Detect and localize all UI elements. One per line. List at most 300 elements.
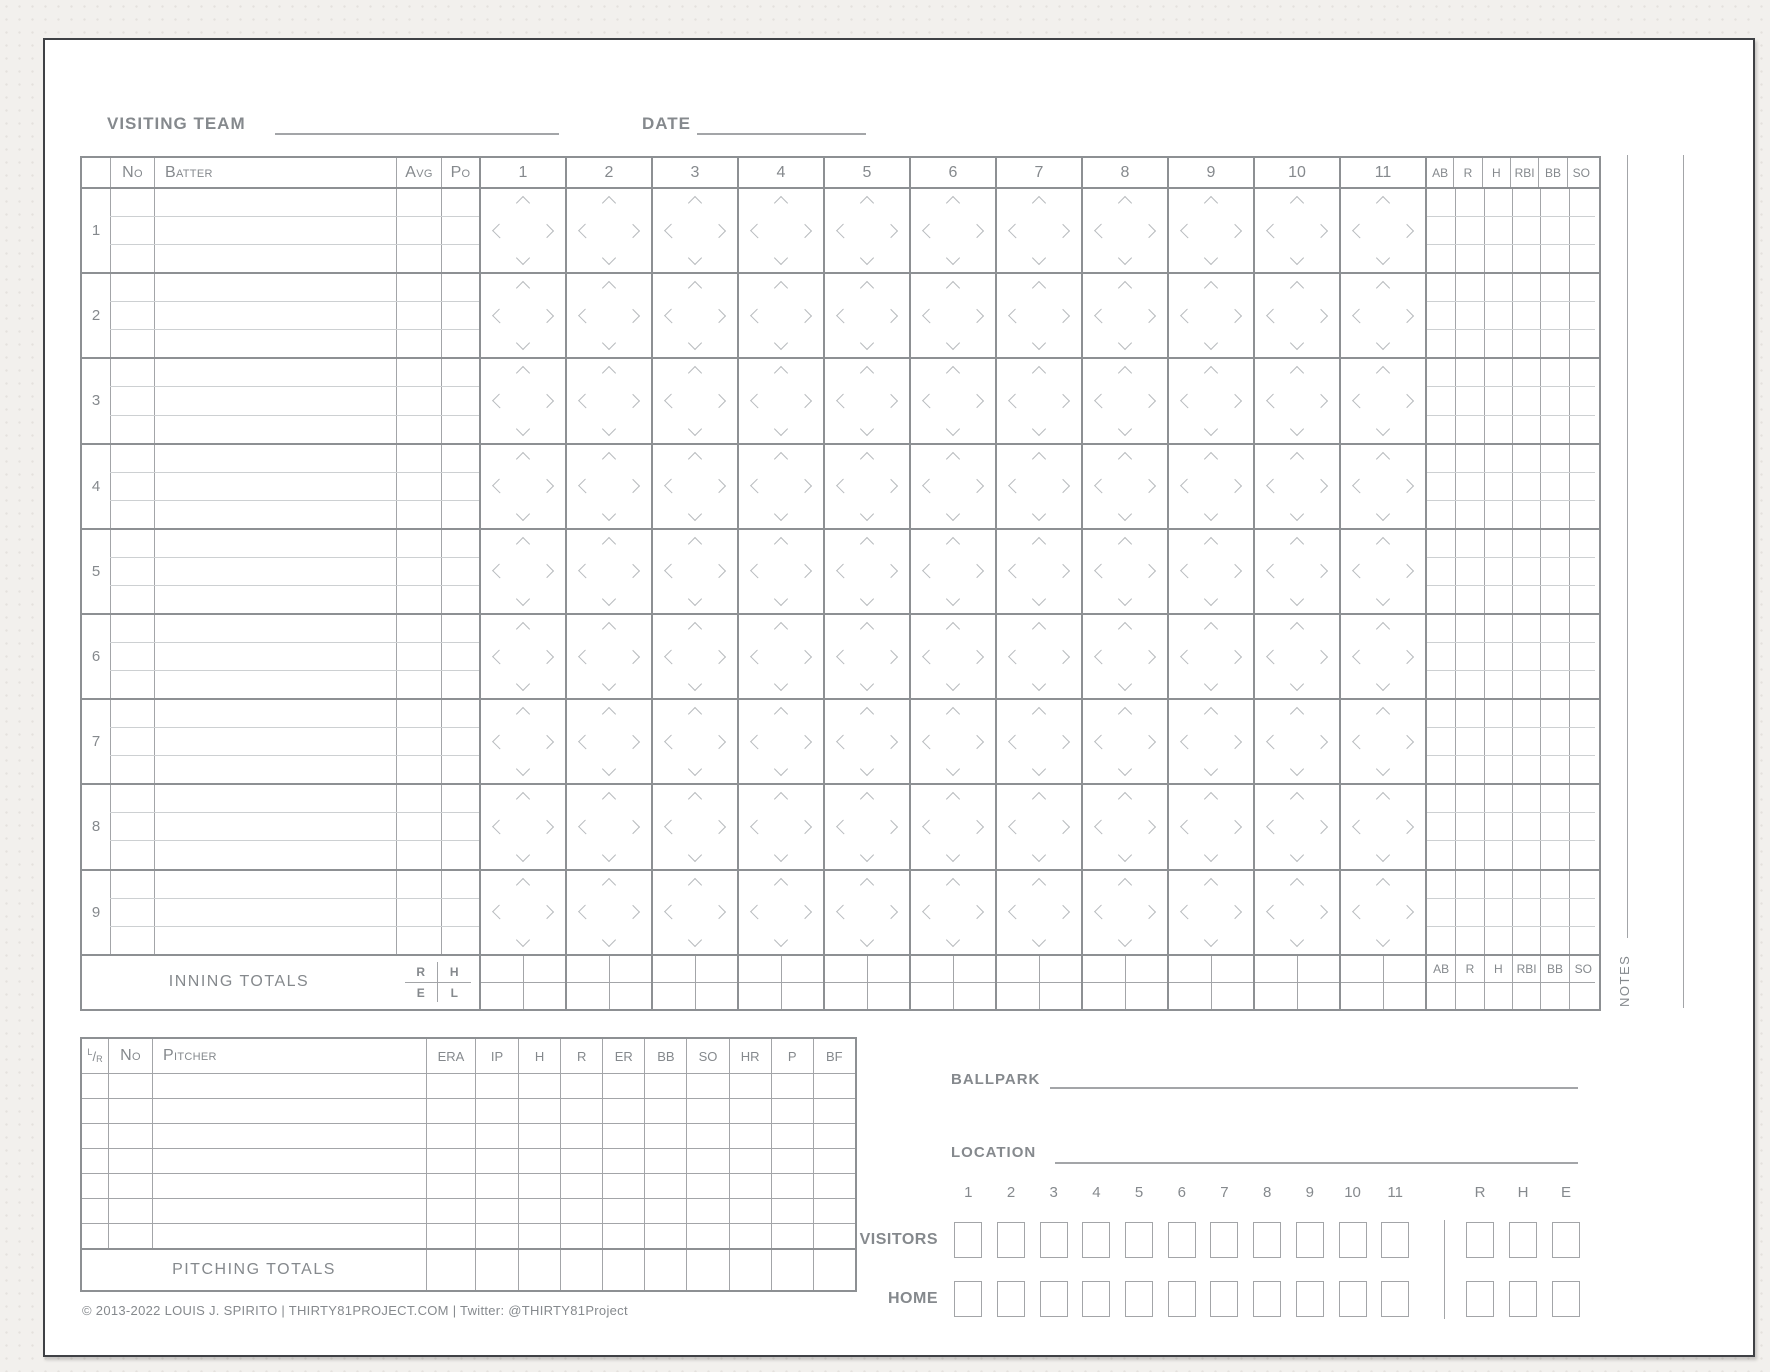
linescore-box[interactable]: [1253, 1281, 1281, 1317]
batter-avg-cell[interactable]: [396, 189, 441, 216]
inning-play-cell[interactable]: [1253, 615, 1339, 698]
stat-total-cell[interactable]: [1455, 983, 1483, 1009]
stat-cell-h[interactable]: [1484, 643, 1512, 670]
inning-play-cell[interactable]: [823, 359, 909, 442]
batter-position-cell[interactable]: [441, 728, 479, 755]
stat-cell-ab[interactable]: [1427, 785, 1455, 812]
inning-play-cell[interactable]: [737, 445, 823, 528]
inning-play-cell[interactable]: [737, 530, 823, 613]
stat-cell-bb[interactable]: [1540, 302, 1568, 329]
pitcher-stat-cell-era[interactable]: [426, 1199, 475, 1223]
pitcher-stat-cell-r[interactable]: [560, 1124, 602, 1148]
stat-cell-so[interactable]: [1569, 558, 1597, 585]
pitcher-stat-cell-bb[interactable]: [644, 1149, 686, 1173]
batter-name-cell[interactable]: [154, 501, 396, 528]
pitcher-stat-cell-h[interactable]: [518, 1099, 560, 1123]
stat-cell-r[interactable]: [1455, 217, 1483, 244]
stat-cell-h[interactable]: [1484, 615, 1512, 642]
batter-avg-cell[interactable]: [396, 756, 441, 783]
stat-cell-rbi[interactable]: [1512, 615, 1540, 642]
stat-cell-so[interactable]: [1569, 671, 1597, 698]
batter-avg-cell[interactable]: [396, 700, 441, 727]
batter-number-cell[interactable]: [110, 586, 154, 613]
inning-play-cell[interactable]: [1339, 785, 1425, 868]
inning-total-subcell[interactable]: [911, 956, 954, 982]
inning-play-cell[interactable]: [995, 530, 1081, 613]
stat-cell-r[interactable]: [1455, 871, 1483, 898]
linescore-box[interactable]: [954, 1222, 982, 1258]
stat-cell-so[interactable]: [1569, 871, 1597, 898]
stat-cell-ab[interactable]: [1427, 643, 1455, 670]
stat-cell-h[interactable]: [1484, 330, 1512, 357]
pitching-total-cell[interactable]: [686, 1250, 728, 1290]
stat-cell-h[interactable]: [1484, 189, 1512, 216]
batter-name-cell[interactable]: [154, 274, 396, 301]
stat-cell-r[interactable]: [1455, 927, 1483, 954]
stat-cell-ab[interactable]: [1427, 245, 1455, 272]
batter-name-cell[interactable]: [154, 927, 396, 954]
inning-total-subcell[interactable]: [911, 983, 954, 1009]
pitcher-stat-cell-er[interactable]: [602, 1099, 644, 1123]
inning-total-cell[interactable]: [479, 956, 565, 1009]
pitcher-stat-cell-ip[interactable]: [475, 1124, 518, 1148]
batter-position-cell[interactable]: [441, 217, 479, 244]
pitcher-stat-cell-bb[interactable]: [644, 1074, 686, 1098]
stat-cell-bb[interactable]: [1540, 899, 1568, 926]
inning-play-cell[interactable]: [651, 274, 737, 357]
pitching-total-cell[interactable]: [518, 1250, 560, 1290]
inning-play-cell[interactable]: [909, 445, 995, 528]
inning-play-cell[interactable]: [1253, 700, 1339, 783]
notes-rule-line[interactable]: [1683, 155, 1684, 1008]
stat-cell-rbi[interactable]: [1512, 927, 1540, 954]
pitcher-stat-cell-hr[interactable]: [729, 1224, 771, 1248]
linescore-box[interactable]: [1168, 1281, 1196, 1317]
pitcher-stat-cell-hr[interactable]: [729, 1199, 771, 1223]
stat-cell-ab[interactable]: [1427, 558, 1455, 585]
stat-total-cell[interactable]: [1484, 983, 1512, 1009]
inning-play-cell[interactable]: [1081, 615, 1167, 698]
stat-cell-bb[interactable]: [1540, 473, 1568, 500]
stat-cell-bb[interactable]: [1540, 189, 1568, 216]
batter-position-cell[interactable]: [441, 274, 479, 301]
batter-avg-cell[interactable]: [396, 871, 441, 898]
batter-position-cell[interactable]: [441, 558, 479, 585]
inning-total-subcell[interactable]: [954, 956, 996, 982]
pitcher-stat-cell-h[interactable]: [518, 1199, 560, 1223]
stat-cell-bb[interactable]: [1540, 813, 1568, 840]
batter-number-cell[interactable]: [110, 785, 154, 812]
inning-play-cell[interactable]: [737, 871, 823, 954]
inning-total-subcell[interactable]: [739, 956, 782, 982]
stat-cell-rbi[interactable]: [1512, 899, 1540, 926]
batter-number-cell[interactable]: [110, 330, 154, 357]
linescore-box[interactable]: [1381, 1222, 1409, 1258]
batter-number-cell[interactable]: [110, 927, 154, 954]
inning-play-cell[interactable]: [909, 274, 995, 357]
inning-play-cell[interactable]: [651, 785, 737, 868]
inning-total-subcell[interactable]: [481, 983, 524, 1009]
inning-play-cell[interactable]: [995, 274, 1081, 357]
stat-cell-bb[interactable]: [1540, 387, 1568, 414]
stat-cell-bb[interactable]: [1540, 217, 1568, 244]
ballpark-field[interactable]: [1050, 1087, 1578, 1089]
inning-play-cell[interactable]: [1081, 274, 1167, 357]
inning-play-cell[interactable]: [995, 189, 1081, 272]
batter-name-cell[interactable]: [154, 445, 396, 472]
inning-play-cell[interactable]: [1081, 785, 1167, 868]
batter-name-cell[interactable]: [154, 387, 396, 414]
inning-play-cell[interactable]: [479, 359, 565, 442]
linescore-box[interactable]: [1552, 1281, 1580, 1317]
inning-total-subcell[interactable]: [524, 983, 566, 1009]
inning-play-cell[interactable]: [737, 274, 823, 357]
batter-avg-cell[interactable]: [396, 387, 441, 414]
stat-cell-rbi[interactable]: [1512, 445, 1540, 472]
inning-play-cell[interactable]: [1081, 445, 1167, 528]
inning-play-cell[interactable]: [1339, 700, 1425, 783]
notes-rule-line[interactable]: [1627, 155, 1628, 938]
pitcher-stat-cell-r[interactable]: [560, 1199, 602, 1223]
pitcher-stat-cell-era[interactable]: [426, 1124, 475, 1148]
stat-cell-r[interactable]: [1455, 700, 1483, 727]
inning-play-cell[interactable]: [479, 700, 565, 783]
stat-cell-r[interactable]: [1455, 302, 1483, 329]
stat-cell-so[interactable]: [1569, 586, 1597, 613]
stat-cell-r[interactable]: [1455, 586, 1483, 613]
stat-cell-h[interactable]: [1484, 302, 1512, 329]
pitcher-number-cell[interactable]: [108, 1199, 152, 1223]
batter-number-cell[interactable]: [110, 728, 154, 755]
stat-cell-h[interactable]: [1484, 274, 1512, 301]
batter-number-cell[interactable]: [110, 473, 154, 500]
linescore-box[interactable]: [1466, 1281, 1494, 1317]
stat-cell-rbi[interactable]: [1512, 643, 1540, 670]
stat-cell-rbi[interactable]: [1512, 871, 1540, 898]
inning-play-cell[interactable]: [651, 189, 737, 272]
linescore-box[interactable]: [1381, 1281, 1409, 1317]
batter-avg-cell[interactable]: [396, 899, 441, 926]
inning-total-subcell[interactable]: [696, 983, 738, 1009]
stat-cell-ab[interactable]: [1427, 473, 1455, 500]
pitcher-stat-cell-bf[interactable]: [813, 1124, 855, 1148]
inning-total-subcell[interactable]: [1083, 956, 1126, 982]
inning-play-cell[interactable]: [479, 615, 565, 698]
linescore-box[interactable]: [1040, 1281, 1068, 1317]
stat-cell-r[interactable]: [1455, 813, 1483, 840]
pitcher-number-cell[interactable]: [108, 1074, 152, 1098]
stat-cell-ab[interactable]: [1427, 728, 1455, 755]
inning-play-cell[interactable]: [479, 530, 565, 613]
pitcher-stat-cell-ip[interactable]: [475, 1074, 518, 1098]
stat-cell-bb[interactable]: [1540, 501, 1568, 528]
batter-number-cell[interactable]: [110, 445, 154, 472]
pitcher-number-cell[interactable]: [108, 1224, 152, 1248]
batter-number-cell[interactable]: [110, 245, 154, 272]
pitcher-stat-cell-so[interactable]: [686, 1149, 728, 1173]
stat-cell-ab[interactable]: [1427, 445, 1455, 472]
linescore-box[interactable]: [1339, 1281, 1367, 1317]
stat-cell-ab[interactable]: [1427, 330, 1455, 357]
inning-play-cell[interactable]: [1167, 359, 1253, 442]
batter-avg-cell[interactable]: [396, 643, 441, 670]
pitcher-stat-cell-ip[interactable]: [475, 1149, 518, 1173]
inning-play-cell[interactable]: [651, 359, 737, 442]
stat-cell-h[interactable]: [1484, 445, 1512, 472]
stat-cell-h[interactable]: [1484, 700, 1512, 727]
batter-name-cell[interactable]: [154, 330, 396, 357]
batter-number-cell[interactable]: [110, 813, 154, 840]
stat-cell-bb[interactable]: [1540, 330, 1568, 357]
pitcher-stat-cell-hr[interactable]: [729, 1174, 771, 1198]
linescore-box[interactable]: [1040, 1222, 1068, 1258]
linescore-box[interactable]: [1466, 1222, 1494, 1258]
inning-total-cell[interactable]: [909, 956, 995, 1009]
pitcher-stat-cell-bf[interactable]: [813, 1149, 855, 1173]
inning-play-cell[interactable]: [737, 615, 823, 698]
pitcher-stat-cell-p[interactable]: [771, 1149, 813, 1173]
stat-cell-rbi[interactable]: [1512, 473, 1540, 500]
stat-cell-r[interactable]: [1455, 501, 1483, 528]
pitcher-stat-cell-bb[interactable]: [644, 1174, 686, 1198]
stat-cell-rbi[interactable]: [1512, 785, 1540, 812]
batter-avg-cell[interactable]: [396, 728, 441, 755]
stat-cell-r[interactable]: [1455, 615, 1483, 642]
stat-cell-ab[interactable]: [1427, 501, 1455, 528]
inning-play-cell[interactable]: [909, 785, 995, 868]
batter-name-cell[interactable]: [154, 643, 396, 670]
batter-position-cell[interactable]: [441, 785, 479, 812]
inning-play-cell[interactable]: [1253, 189, 1339, 272]
stat-cell-h[interactable]: [1484, 899, 1512, 926]
pitcher-name-cell[interactable]: [152, 1099, 426, 1123]
pitcher-name-cell[interactable]: [152, 1074, 426, 1098]
inning-total-subcell[interactable]: [481, 956, 524, 982]
pitching-total-cell[interactable]: [602, 1250, 644, 1290]
inning-play-cell[interactable]: [651, 530, 737, 613]
inning-play-cell[interactable]: [565, 445, 651, 528]
inning-play-cell[interactable]: [737, 700, 823, 783]
stat-cell-so[interactable]: [1569, 473, 1597, 500]
stat-cell-ab[interactable]: [1427, 756, 1455, 783]
linescore-box[interactable]: [997, 1222, 1025, 1258]
batter-name-cell[interactable]: [154, 416, 396, 443]
inning-play-cell[interactable]: [565, 785, 651, 868]
pitcher-stat-cell-h[interactable]: [518, 1124, 560, 1148]
inning-play-cell[interactable]: [651, 445, 737, 528]
inning-total-subcell[interactable]: [1341, 956, 1384, 982]
pitcher-stat-cell-r[interactable]: [560, 1099, 602, 1123]
batter-number-cell[interactable]: [110, 530, 154, 557]
inning-play-cell[interactable]: [1167, 700, 1253, 783]
batter-position-cell[interactable]: [441, 841, 479, 868]
inning-play-cell[interactable]: [909, 615, 995, 698]
stat-cell-so[interactable]: [1569, 785, 1597, 812]
batter-avg-cell[interactable]: [396, 785, 441, 812]
inning-play-cell[interactable]: [1081, 871, 1167, 954]
stat-cell-ab[interactable]: [1427, 899, 1455, 926]
stat-cell-ab[interactable]: [1427, 927, 1455, 954]
batter-position-cell[interactable]: [441, 643, 479, 670]
inning-play-cell[interactable]: [1167, 530, 1253, 613]
linescore-box[interactable]: [997, 1281, 1025, 1317]
linescore-box[interactable]: [1125, 1222, 1153, 1258]
inning-total-subcell[interactable]: [1169, 956, 1212, 982]
stat-cell-rbi[interactable]: [1512, 245, 1540, 272]
pitcher-name-cell[interactable]: [152, 1174, 426, 1198]
batter-name-cell[interactable]: [154, 728, 396, 755]
pitching-total-cell[interactable]: [729, 1250, 771, 1290]
pitcher-stat-cell-era[interactable]: [426, 1149, 475, 1173]
inning-play-cell[interactable]: [1167, 785, 1253, 868]
stat-cell-h[interactable]: [1484, 671, 1512, 698]
pitcher-stat-cell-p[interactable]: [771, 1074, 813, 1098]
stat-cell-rbi[interactable]: [1512, 841, 1540, 868]
pitcher-stat-cell-era[interactable]: [426, 1174, 475, 1198]
pitcher-name-cell[interactable]: [152, 1224, 426, 1248]
inning-total-subcell[interactable]: [567, 956, 610, 982]
stat-cell-h[interactable]: [1484, 813, 1512, 840]
inning-play-cell[interactable]: [1167, 274, 1253, 357]
stat-cell-so[interactable]: [1569, 615, 1597, 642]
stat-cell-ab[interactable]: [1427, 813, 1455, 840]
inning-play-cell[interactable]: [1339, 274, 1425, 357]
stat-total-cell[interactable]: [1427, 983, 1455, 1009]
batter-number-cell[interactable]: [110, 501, 154, 528]
stat-cell-ab[interactable]: [1427, 217, 1455, 244]
inning-play-cell[interactable]: [995, 785, 1081, 868]
stat-cell-so[interactable]: [1569, 530, 1597, 557]
inning-total-subcell[interactable]: [1212, 983, 1254, 1009]
pitcher-stat-cell-so[interactable]: [686, 1099, 728, 1123]
inning-total-subcell[interactable]: [1169, 983, 1212, 1009]
pitcher-stat-cell-hr[interactable]: [729, 1099, 771, 1123]
pitcher-stat-cell-ip[interactable]: [475, 1224, 518, 1248]
pitcher-stat-cell-hr[interactable]: [729, 1124, 771, 1148]
inning-play-cell[interactable]: [1339, 871, 1425, 954]
batter-avg-cell[interactable]: [396, 501, 441, 528]
linescore-box[interactable]: [1509, 1222, 1537, 1258]
stat-cell-bb[interactable]: [1540, 756, 1568, 783]
stat-cell-ab[interactable]: [1427, 586, 1455, 613]
stat-cell-so[interactable]: [1569, 841, 1597, 868]
stat-cell-r[interactable]: [1455, 643, 1483, 670]
inning-total-cell[interactable]: [565, 956, 651, 1009]
pitcher-stat-cell-so[interactable]: [686, 1199, 728, 1223]
batter-avg-cell[interactable]: [396, 530, 441, 557]
inning-total-subcell[interactable]: [524, 956, 566, 982]
stat-cell-so[interactable]: [1569, 445, 1597, 472]
stat-cell-bb[interactable]: [1540, 871, 1568, 898]
stat-cell-so[interactable]: [1569, 416, 1597, 443]
batter-name-cell[interactable]: [154, 245, 396, 272]
pitcher-stat-cell-so[interactable]: [686, 1224, 728, 1248]
batter-avg-cell[interactable]: [396, 302, 441, 329]
inning-total-subcell[interactable]: [610, 983, 652, 1009]
stat-cell-bb[interactable]: [1540, 671, 1568, 698]
batter-position-cell[interactable]: [441, 700, 479, 727]
pitching-total-cell[interactable]: [644, 1250, 686, 1290]
stat-cell-ab[interactable]: [1427, 530, 1455, 557]
inning-play-cell[interactable]: [909, 700, 995, 783]
linescore-box[interactable]: [1125, 1281, 1153, 1317]
stat-cell-bb[interactable]: [1540, 530, 1568, 557]
pitcher-stat-cell-p[interactable]: [771, 1124, 813, 1148]
batter-number-cell[interactable]: [110, 217, 154, 244]
inning-play-cell[interactable]: [1081, 189, 1167, 272]
batter-name-cell[interactable]: [154, 785, 396, 812]
visiting-team-field[interactable]: [275, 133, 559, 135]
pitcher-stat-cell-er[interactable]: [602, 1124, 644, 1148]
inning-total-cell[interactable]: [995, 956, 1081, 1009]
pitcher-stat-cell-er[interactable]: [602, 1149, 644, 1173]
stat-total-cell[interactable]: [1569, 983, 1597, 1009]
stat-cell-r[interactable]: [1455, 899, 1483, 926]
stat-cell-r[interactable]: [1455, 530, 1483, 557]
inning-play-cell[interactable]: [995, 445, 1081, 528]
stat-cell-rbi[interactable]: [1512, 217, 1540, 244]
inning-total-cell[interactable]: [737, 956, 823, 1009]
pitcher-stat-cell-er[interactable]: [602, 1174, 644, 1198]
pitcher-stat-cell-era[interactable]: [426, 1074, 475, 1098]
inning-play-cell[interactable]: [995, 359, 1081, 442]
stat-cell-ab[interactable]: [1427, 700, 1455, 727]
inning-play-cell[interactable]: [1253, 785, 1339, 868]
stat-cell-h[interactable]: [1484, 728, 1512, 755]
inning-play-cell[interactable]: [565, 274, 651, 357]
inning-play-cell[interactable]: [1167, 871, 1253, 954]
pitcher-stat-cell-ip[interactable]: [475, 1099, 518, 1123]
batter-position-cell[interactable]: [441, 387, 479, 414]
batter-number-cell[interactable]: [110, 302, 154, 329]
batter-number-cell[interactable]: [110, 189, 154, 216]
pitcher-lr-cell[interactable]: [82, 1124, 108, 1148]
inning-play-cell[interactable]: [1167, 189, 1253, 272]
batter-position-cell[interactable]: [441, 586, 479, 613]
batter-position-cell[interactable]: [441, 359, 479, 386]
inning-total-subcell[interactable]: [997, 956, 1040, 982]
pitcher-stat-cell-bb[interactable]: [644, 1199, 686, 1223]
stat-cell-rbi[interactable]: [1512, 530, 1540, 557]
stat-cell-rbi[interactable]: [1512, 501, 1540, 528]
batter-name-cell[interactable]: [154, 615, 396, 642]
stat-cell-so[interactable]: [1569, 189, 1597, 216]
pitcher-number-cell[interactable]: [108, 1099, 152, 1123]
stat-cell-so[interactable]: [1569, 643, 1597, 670]
inning-play-cell[interactable]: [1253, 359, 1339, 442]
pitcher-stat-cell-r[interactable]: [560, 1149, 602, 1173]
batter-avg-cell[interactable]: [396, 586, 441, 613]
inning-play-cell[interactable]: [1081, 530, 1167, 613]
batter-position-cell[interactable]: [441, 330, 479, 357]
batter-number-cell[interactable]: [110, 671, 154, 698]
batter-name-cell[interactable]: [154, 841, 396, 868]
batter-avg-cell[interactable]: [396, 245, 441, 272]
inning-play-cell[interactable]: [909, 189, 995, 272]
stat-cell-r[interactable]: [1455, 245, 1483, 272]
stat-cell-bb[interactable]: [1540, 245, 1568, 272]
stat-cell-ab[interactable]: [1427, 189, 1455, 216]
batter-avg-cell[interactable]: [396, 330, 441, 357]
location-field[interactable]: [1055, 1162, 1578, 1164]
batter-avg-cell[interactable]: [396, 217, 441, 244]
batter-name-cell[interactable]: [154, 302, 396, 329]
inning-total-subcell[interactable]: [1298, 983, 1340, 1009]
stat-cell-h[interactable]: [1484, 217, 1512, 244]
inning-play-cell[interactable]: [1253, 871, 1339, 954]
batter-name-cell[interactable]: [154, 871, 396, 898]
pitcher-stat-cell-bf[interactable]: [813, 1099, 855, 1123]
